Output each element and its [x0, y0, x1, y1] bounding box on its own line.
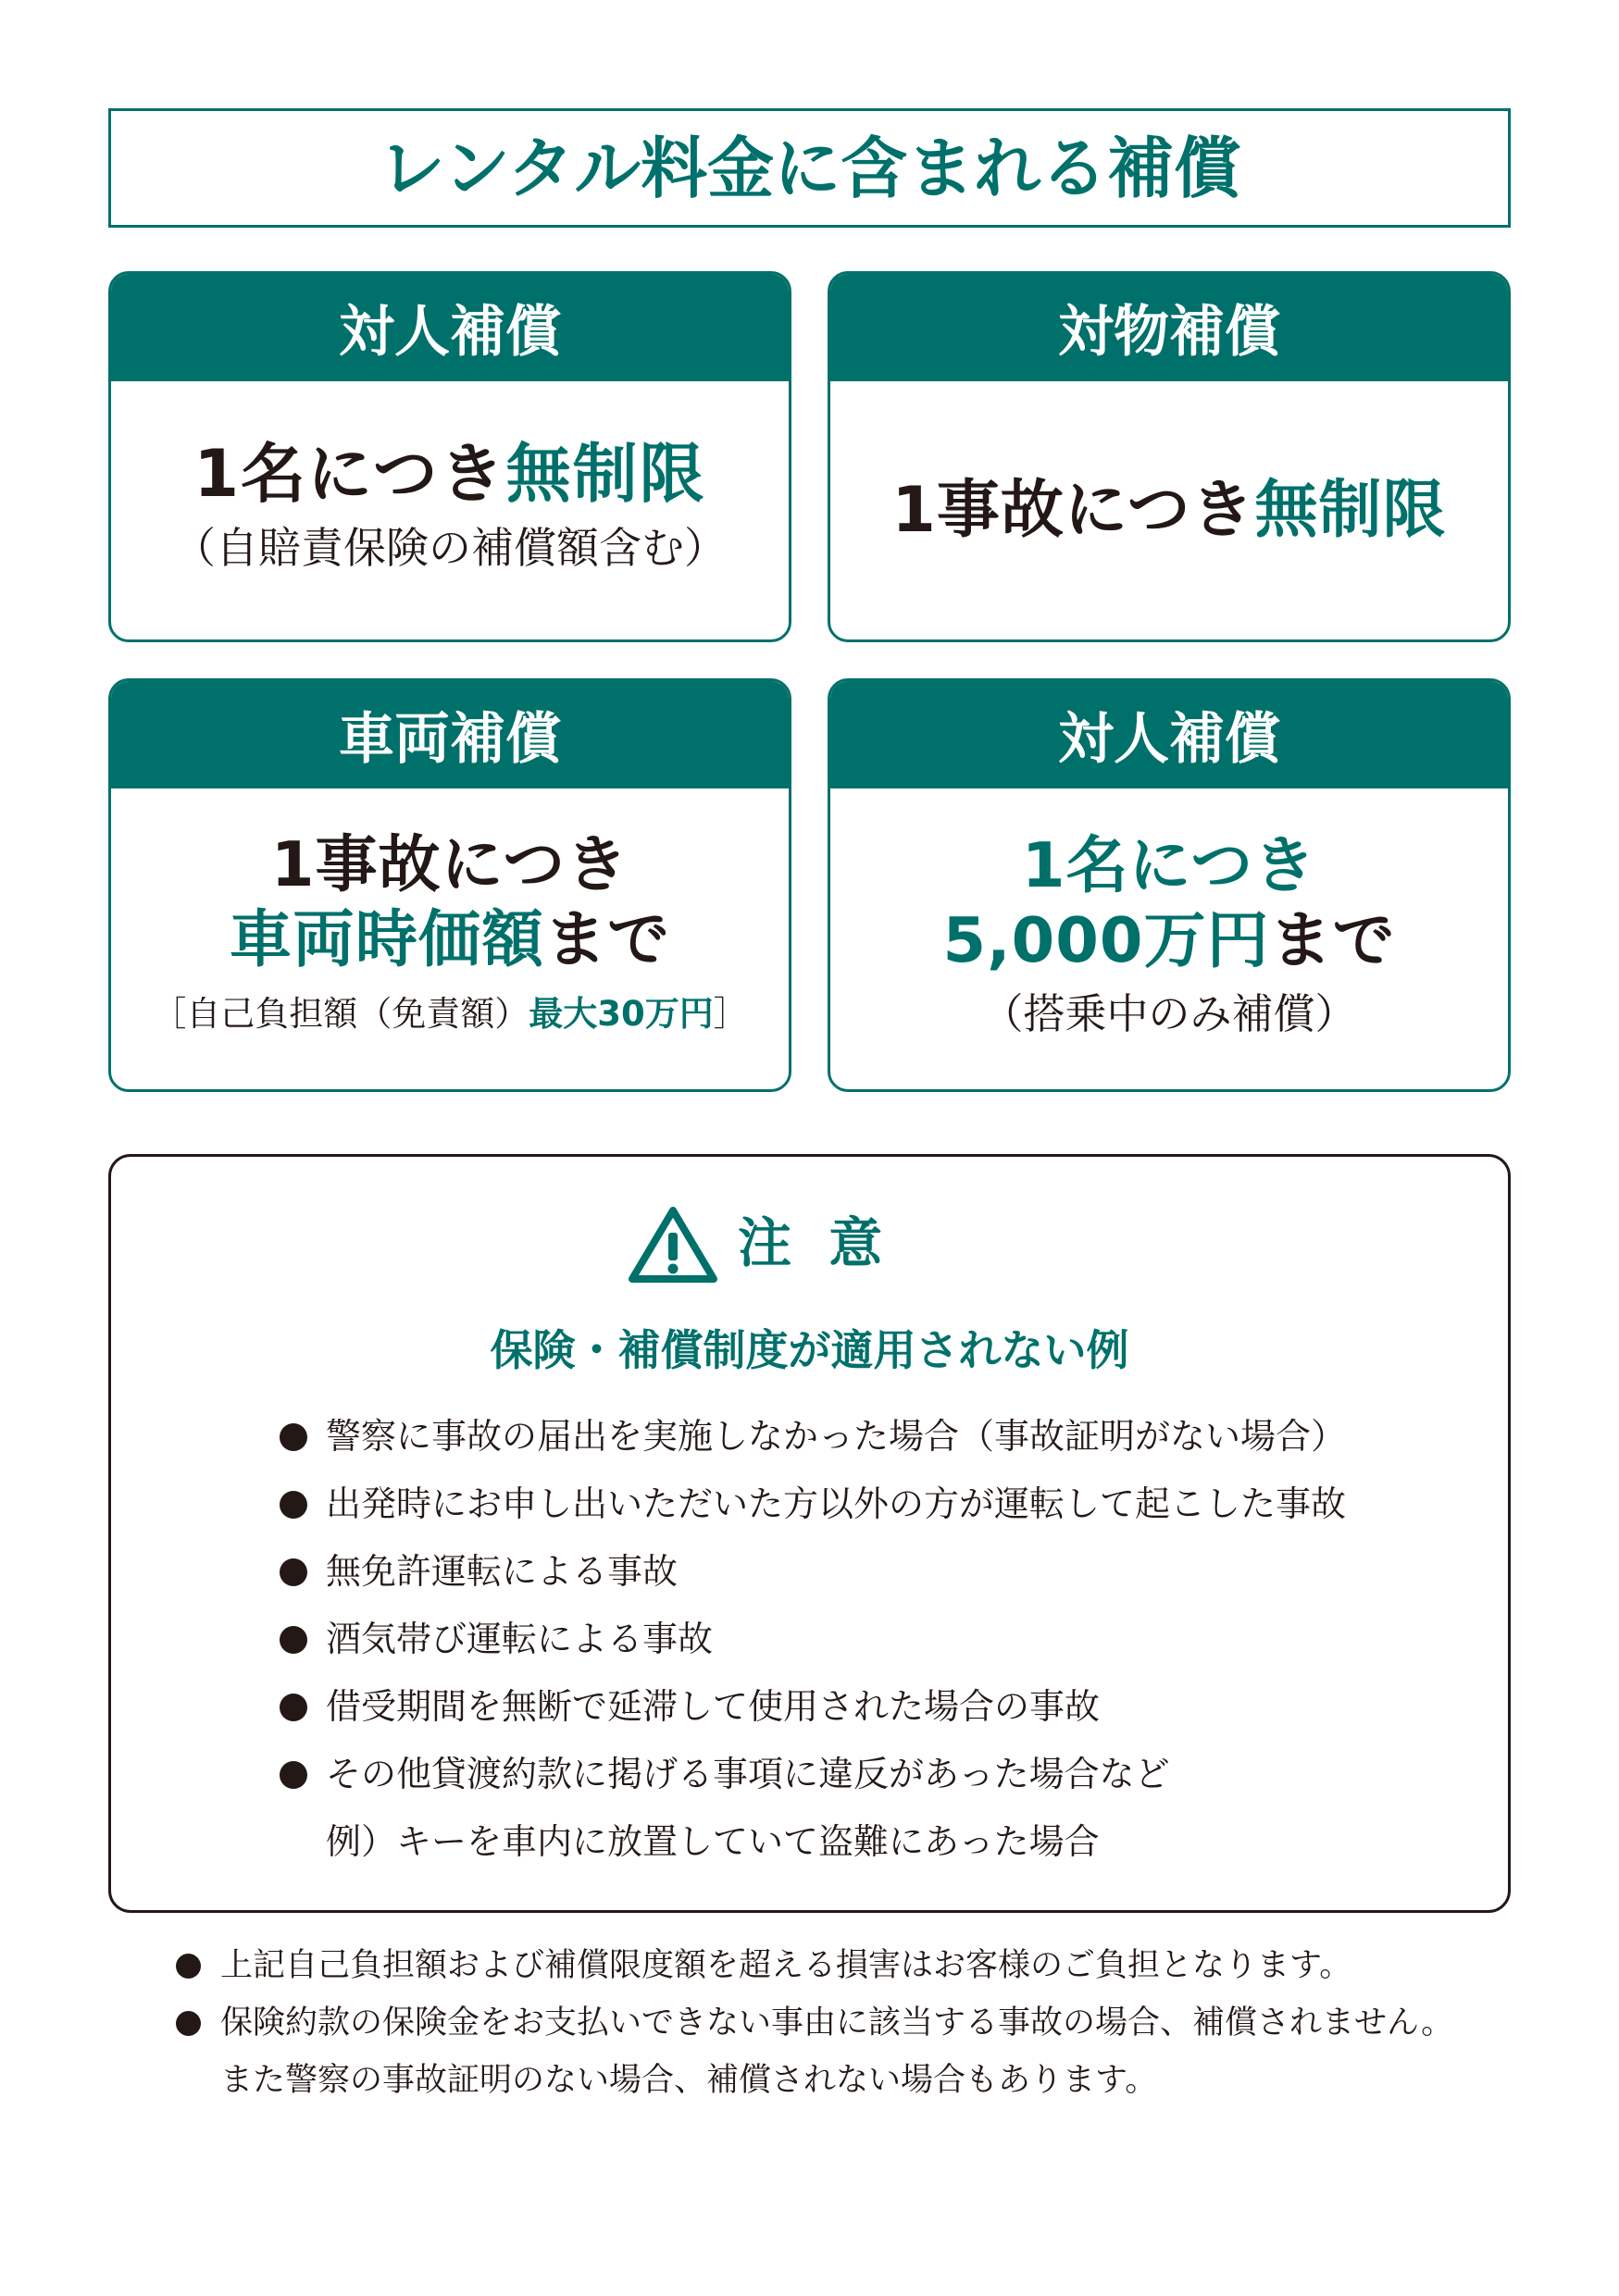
bullet-icon — [280, 1558, 307, 1586]
bullet-icon — [176, 1954, 201, 1979]
coverage-card-bodily-injury — [108, 271, 791, 642]
footer-item — [0, 1937, 1619, 1994]
footer-item — [0, 1994, 1619, 2052]
coverage-text: 1名につき — [193, 435, 506, 512]
footer-item-continuation — [0, 2052, 1619, 2109]
coverage-note: （搭乗中のみ補償） — [981, 988, 1357, 1038]
warning-triangle-icon — [628, 1205, 718, 1285]
card-body — [830, 788, 1508, 1089]
notice-box — [108, 1154, 1511, 1913]
footer-text: また警察の事故証明のない場合、補償されない場合もあります。 — [220, 2062, 1158, 2099]
list-item-text: 借受期間を無断で延滞して使用された場合の事故 — [326, 1686, 1101, 1727]
coverage-card-passenger — [828, 678, 1511, 1092]
coverage-highlight: 車両時価額 — [230, 902, 544, 975]
deductible-highlight: 最大30万円 — [529, 993, 714, 1034]
coverage-card-vehicle — [108, 678, 791, 1092]
coverage-card-property-damage — [828, 271, 1511, 642]
bullet-icon — [280, 1423, 307, 1451]
deductible-text: ［自己負担額（免責額） — [152, 993, 529, 1034]
list-item-text: その他貸渡約款に掲げる事項に違反があった場合など — [326, 1754, 1170, 1794]
bullet-icon — [280, 1694, 307, 1721]
coverage-text: まで — [544, 902, 670, 975]
bullet-icon — [280, 1626, 307, 1654]
example-line — [111, 1808, 1508, 1876]
coverage-text: 1事故につき — [270, 827, 629, 900]
coverage-note: （自賠責保険の補償額含む） — [173, 522, 727, 573]
deductible-text-end: ］ — [713, 993, 748, 1034]
coverage-text: 1名につき — [1021, 828, 1317, 901]
list-item — [111, 1538, 1508, 1606]
deductible-note — [152, 977, 748, 1051]
coverage-highlight: 無制限 — [1254, 473, 1447, 547]
list-item — [111, 1606, 1508, 1673]
coverage-text: まで — [1269, 903, 1396, 976]
list-item-text: 酒気帯び運転による事故 — [326, 1619, 714, 1659]
list-item — [111, 1403, 1508, 1471]
card-header: 車両補償 — [111, 681, 789, 788]
footer-notes — [0, 1937, 1619, 2109]
bullet-icon — [280, 1491, 307, 1519]
list-item-text: 無免許運転による事故 — [326, 1551, 679, 1592]
card-body — [111, 788, 789, 1089]
example-text: 例）キーを車内に放置していて盗難にあった場合 — [326, 1821, 1100, 1862]
list-item — [111, 1471, 1508, 1538]
card-header: 対人補償 — [830, 681, 1508, 788]
coverage-highlight: 無制限 — [505, 435, 706, 512]
list-item-text: 出発時にお申し出いただいた方以外の方が運転して起こした事故 — [326, 1483, 1347, 1524]
card-header: 対人補償 — [111, 274, 789, 381]
coverage-amount — [943, 903, 1396, 978]
coverage-amount — [193, 437, 705, 511]
notice-heading: 注 意 — [738, 1211, 883, 1274]
notice-subtitle: 保険・補償制度が適用されない例 — [490, 1325, 1129, 1375]
coverage-text: 1事故につき — [891, 473, 1255, 547]
card-header: 対物補償 — [830, 274, 1508, 381]
bullet-icon — [280, 1761, 307, 1789]
list-item-text: 警察に事故の届出を実施しなかった場合（事故証明がない場合） — [326, 1416, 1347, 1457]
card-body — [111, 381, 789, 639]
card-body — [830, 381, 1508, 639]
list-item — [111, 1741, 1508, 1808]
list-item — [111, 1673, 1508, 1741]
coverage-amount — [892, 474, 1447, 548]
coverage-highlight: 5,000万円 — [942, 903, 1270, 976]
exclusion-list — [111, 1403, 1508, 1876]
title-box — [108, 108, 1511, 228]
coverage-amount — [230, 902, 670, 977]
footer-text: 保険約款の保険金をお支払いできない事由に該当する事故の場合、補償されません。 — [220, 2004, 1454, 2042]
footer-text: 上記自己負担額および補償限度額を超える損害はお客様のご負担となります。 — [220, 1947, 1352, 1984]
bullet-icon — [176, 2011, 201, 2036]
page-title: レンタル料金に含まれる補償 — [378, 129, 1241, 207]
